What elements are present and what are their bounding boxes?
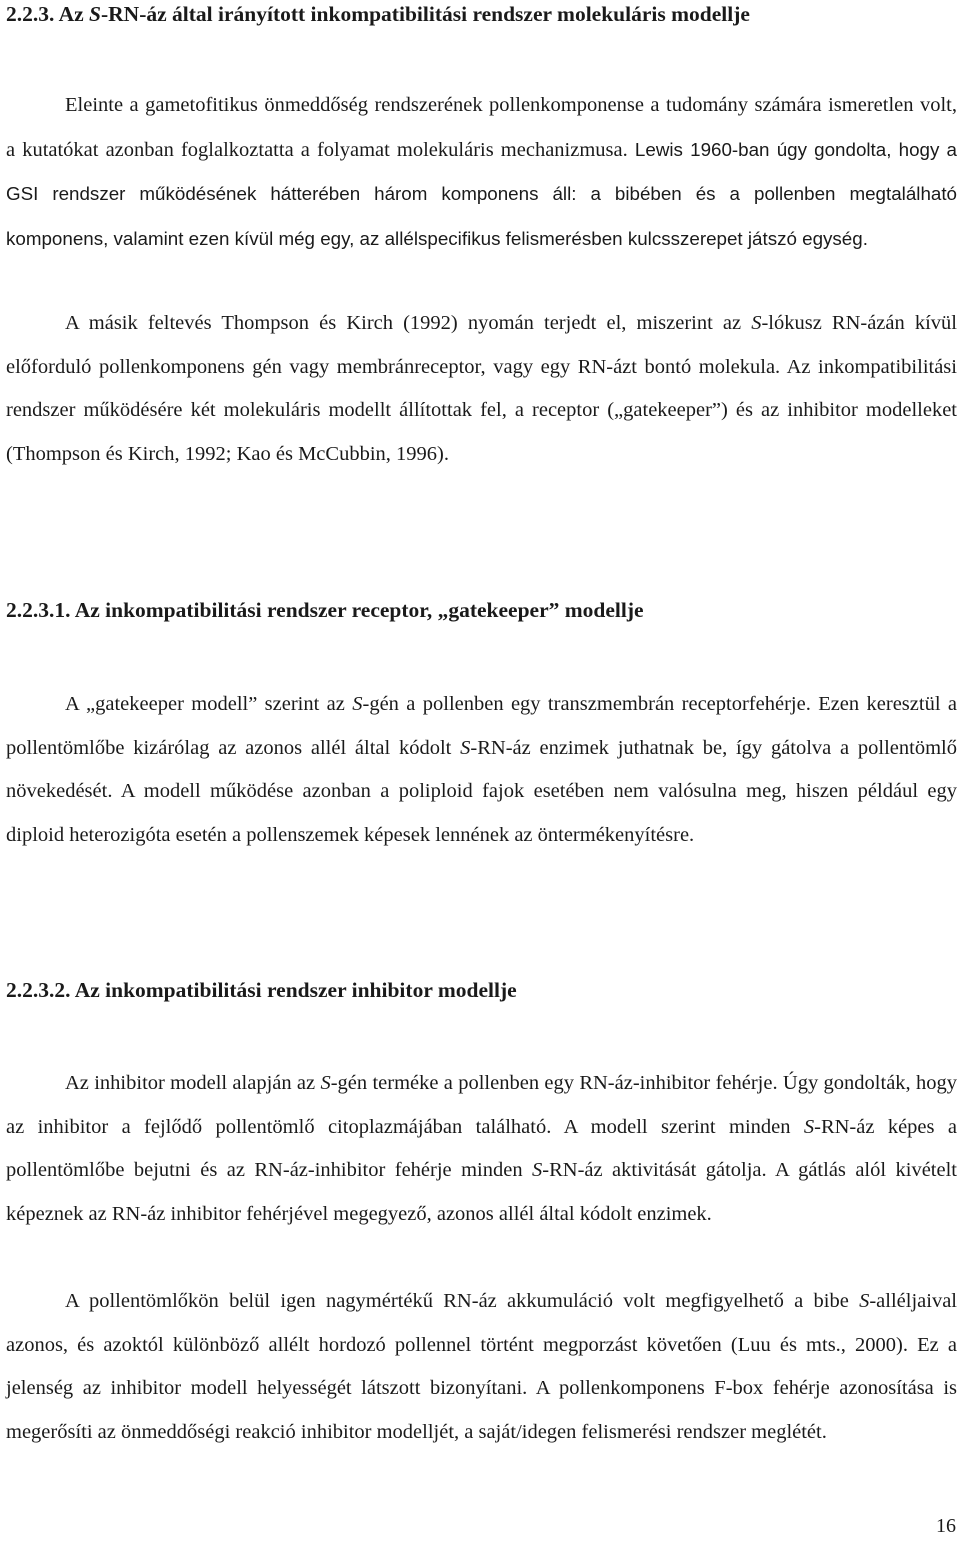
section-heading [6, 0, 750, 28]
paragraph-text: -RN-áz enzimek juthatnak be, így gátolva a pollentömlő növekedését. [6, 736, 957, 803]
section-title-italic: S [89, 2, 101, 26]
paragraph-text: -gén terméke a pollenben egy RN-áz-inhibitor fehérje. Úgy gondolták, hogy az inhibitor a fejlődő pollentömlő citoplazmájában található. [6, 1072, 957, 1138]
paragraph-text: Az inkompatibilitási rendszer működésére két molekuláris modellt állítottak fel, a receptor („gatekeeper”) és az inhibitor modelleket (Thompson és Kirch, 1992; Kao és McCubbin, 1996). [6, 355, 957, 465]
page-number: 16 [936, 1515, 956, 1537]
paragraph-gatekeeper-model [6, 683, 957, 857]
subsection-heading-gatekeeper [6, 596, 644, 624]
italic-s: S [532, 1159, 543, 1182]
italic-s: S [859, 1290, 870, 1312]
paragraph-text: A gátlás alól kivételt képeznek az RN-áz inhibitor fehérjével megegyező, azonos allél által kódolt enzimek. [6, 1159, 957, 1225]
paragraph-text: -gén a pollenben egy transzmembrán receptorfehérje. Ezen keresztül a pollentömlőbe kizárólag az azonos allél által kódolt [6, 693, 957, 759]
section-title-part: Az [54, 2, 90, 26]
paragraph-rnase-accumulation [6, 1280, 957, 1454]
paragraph-text: A másik feltevés Thompson és Kirch (1992) nyomán terjedt el, miszerint az [65, 312, 752, 334]
paragraph-text: -RN-áz aktivitását gátolja. [542, 1159, 767, 1182]
paragraph-text-sans: Lewis 1960-ban úgy gondolta, hogy a GSI rendszer működésének hátterében három komponens áll: a bibében és a pollenben megtalálható komponens, valamint ezen kívül még egy, az allélspecifikus felismerésben kulcsszerepet játszó egység. [6, 138, 957, 249]
subsection-number: 2.2.3.1. [6, 598, 71, 622]
paragraph-text: -lókusz RN-ázán kívül előforduló pollenkomponens gén vagy membránreceptor, vagy egy RN-ázt bontó molekula. [6, 312, 958, 378]
paragraph-text: -alléljaival azonos, és azoktól különböző allélt hordozó pollennel történt megporzást követően (Luu és mts., 2000). [6, 1290, 957, 1356]
section-title-part: -RN-áz által irányított inkompatibilitási rendszer molekuláris modellje [100, 2, 750, 26]
paragraph-text: A pollenkomponens F-box fehérje azonosítása is megerősíti az önmeddőségi reakció inhibitor modelljét, a saját/idegen felismerési rendszer meglétét. [6, 1377, 957, 1443]
subsection-title: Az inkompatibilitási rendszer receptor, „gatekeeper” modellje [70, 598, 644, 622]
italic-s: S [352, 693, 363, 715]
subsection-heading-inhibitor [6, 976, 517, 1004]
paragraph-inhibitor-model [6, 1062, 957, 1236]
section-number: 2.2.3. [6, 2, 55, 26]
paragraph-text: A pollentömlőkön belül igen nagymértékű RN-áz akkumuláció volt megfigyelhető a bibe [65, 1290, 860, 1312]
paragraph-pollen-component [6, 84, 957, 261]
paragraph-text: -RN-áz képes a pollentömlőbe bejutni és az RN-áz-inhibitor fehérje minden [6, 1115, 957, 1182]
italic-s: S [803, 1115, 815, 1138]
paragraph-thompson-kirch [6, 302, 957, 476]
paragraph-text: Az inhibitor modell alapján az [65, 1072, 321, 1094]
paragraph-text: Ez a jelenség az inhibitor modell helyességét látszott bizonyítani. [6, 1333, 957, 1400]
paragraph-text: A modell szerint minden [551, 1115, 804, 1138]
paragraph-text: A „gatekeeper modell” szerint az [65, 693, 353, 715]
italic-s: S [460, 736, 471, 759]
paragraph-text: Eleinte a gametofitikus önmeddőség rendszerének pollenkomponense a tudomány számára ismeretlen volt, a kutatókat azonban foglalkoztatta a folyamat molekuláris mechanizmusa. [6, 94, 957, 161]
italic-s: S [320, 1072, 331, 1094]
subsection-number: 2.2.3.2. [6, 978, 71, 1002]
italic-s: S [751, 312, 762, 334]
paragraph-text: A modell működése azonban a poliploid fajok esetében nem valósulna meg, hiszen például egy diploid heterozigóta esetén a pollenszemek képesek lennének az öntermékenyítésre. [6, 780, 957, 846]
subsection-title: Az inkompatibilitási rendszer inhibitor modellje [70, 978, 517, 1002]
